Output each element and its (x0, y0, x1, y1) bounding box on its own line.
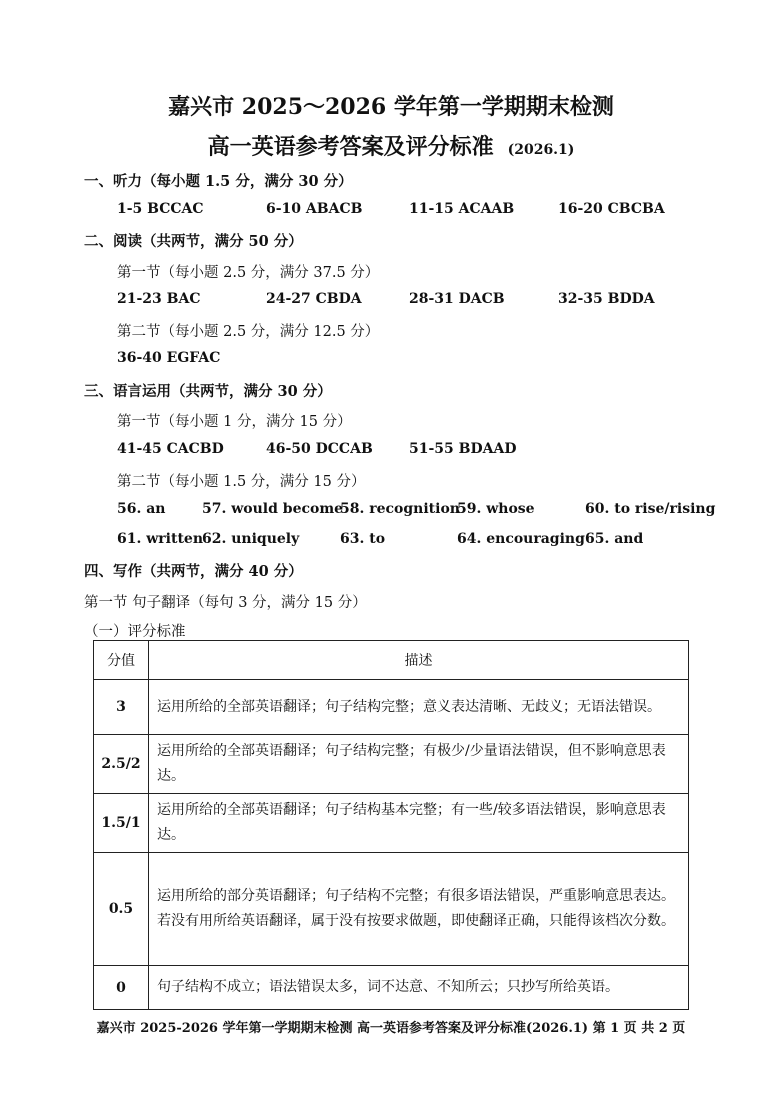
writing-heading: 四、写作（共两节，满分 40 分） (84, 563, 303, 580)
answer-item: 64. encouraging (457, 531, 585, 547)
rubric-row (94, 853, 689, 966)
answer-item: 59. whose (457, 501, 535, 517)
rubric-desc: 运用所给的部分英语翻译；句子结构不完整；有很多语法错误，严重影响意思表达。 (157, 888, 675, 904)
answer-group: 46-50 DCCAB (266, 441, 373, 457)
reading-part2-heading: 第二节（每小题 2.5 分，满分 12.5 分） (117, 324, 380, 340)
title-line1: 嘉兴市 2025～2026 学年第一学期期末检测 (168, 94, 614, 120)
answer-item: 60. to rise/rising (585, 501, 716, 517)
title-line2 (0, 130, 782, 161)
answer-group: 21-23 BAC (117, 291, 201, 307)
answer-group: 1-5 BCCAC (117, 201, 204, 217)
answer-group: 6-10 ABACB (266, 201, 363, 217)
language-use-part1-heading: 第一节（每小题 1 分，满分 15 分） (117, 414, 352, 430)
answer-group: 32-35 BDDA (558, 291, 655, 307)
rubric-row (94, 794, 689, 853)
language-use-part2-heading: 第二节（每小题 1.5 分，满分 15 分） (117, 474, 366, 490)
rubric-score: 1.5/1 (94, 794, 149, 853)
answer-group: 36-40 EGFAC (117, 350, 221, 366)
answer-item: 58. recognition (340, 501, 460, 517)
answer-item: 63. to (340, 531, 386, 547)
rubric-desc: 运用所给的全部英语翻译；句子结构基本完整；有一些/较多语法错误，影响意思表达。 (149, 794, 689, 853)
rubric-header-score: 分值 (94, 641, 149, 680)
rubric-score: 0.5 (94, 853, 149, 966)
rubric-score: 3 (94, 680, 149, 735)
language-use-heading: 三、语言运用（共两节，满分 30 分） (84, 383, 332, 400)
rubric-score: 0 (94, 966, 149, 1010)
listening-heading: 一、听力（每小题 1.5 分，满分 30 分） (84, 173, 353, 190)
answer-item: 56. an (117, 501, 166, 517)
answer-item: 65. and (585, 531, 644, 547)
criteria-heading: （一）评分标准 (84, 624, 186, 640)
rubric-score: 2.5/2 (94, 735, 149, 794)
rubric-desc: 句子结构不成立；语法错误太多，词不达意、不知所云；只抄写所给英语。 (149, 966, 689, 1010)
writing-part1-heading: 第一节 句子翻译（每句 3 分，满分 15 分） (84, 595, 367, 611)
page-footer: 嘉兴市 2025-2026 学年第一学期期末检测 高一英语参考答案及评分标准(2026.1) 第 1 页 共 2 页 (96, 1021, 686, 1036)
answer-item: 61. written (117, 531, 203, 547)
answer-item: 62. uniquely (202, 531, 300, 547)
rubric-row (94, 680, 689, 735)
answer-group: 24-27 CBDA (266, 291, 362, 307)
rubric-desc: 运用所给的全部英语翻译；句子结构完整；意义表达清晰、无歧义；无语法错误。 (149, 680, 689, 735)
title-date: (2026.1) (507, 142, 575, 158)
rubric-row (94, 735, 689, 794)
rubric-desc: 运用所给的全部英语翻译；句子结构完整；有极少/少量语法错误，但不影响意思表达。 (149, 735, 689, 794)
rubric-header-row (94, 641, 689, 680)
answer-item: 57. would become (202, 501, 344, 517)
rubric-desc-cell (149, 853, 689, 966)
rubric-table (93, 640, 689, 1010)
reading-part1-heading: 第一节（每小题 2.5 分，满分 37.5 分） (117, 265, 380, 281)
answer-group: 28-31 DACB (409, 291, 505, 307)
reading-heading: 二、阅读（共两节，满分 50 分） (84, 233, 303, 250)
title-main: 高一英语参考答案及评分标准 (207, 134, 494, 160)
rubric-desc-note: 若没有用所给英语翻译，属于没有按要求做题，即使翻译正确，只能得该档次分数。 (157, 913, 675, 929)
answer-group: 41-45 CACBD (117, 441, 224, 457)
rubric-header-desc: 描述 (149, 641, 689, 680)
rubric-row (94, 966, 689, 1010)
answer-group: 16-20 CBCBA (558, 201, 665, 217)
answer-group: 51-55 BDAAD (409, 441, 517, 457)
answer-group: 11-15 ACAAB (409, 201, 515, 217)
